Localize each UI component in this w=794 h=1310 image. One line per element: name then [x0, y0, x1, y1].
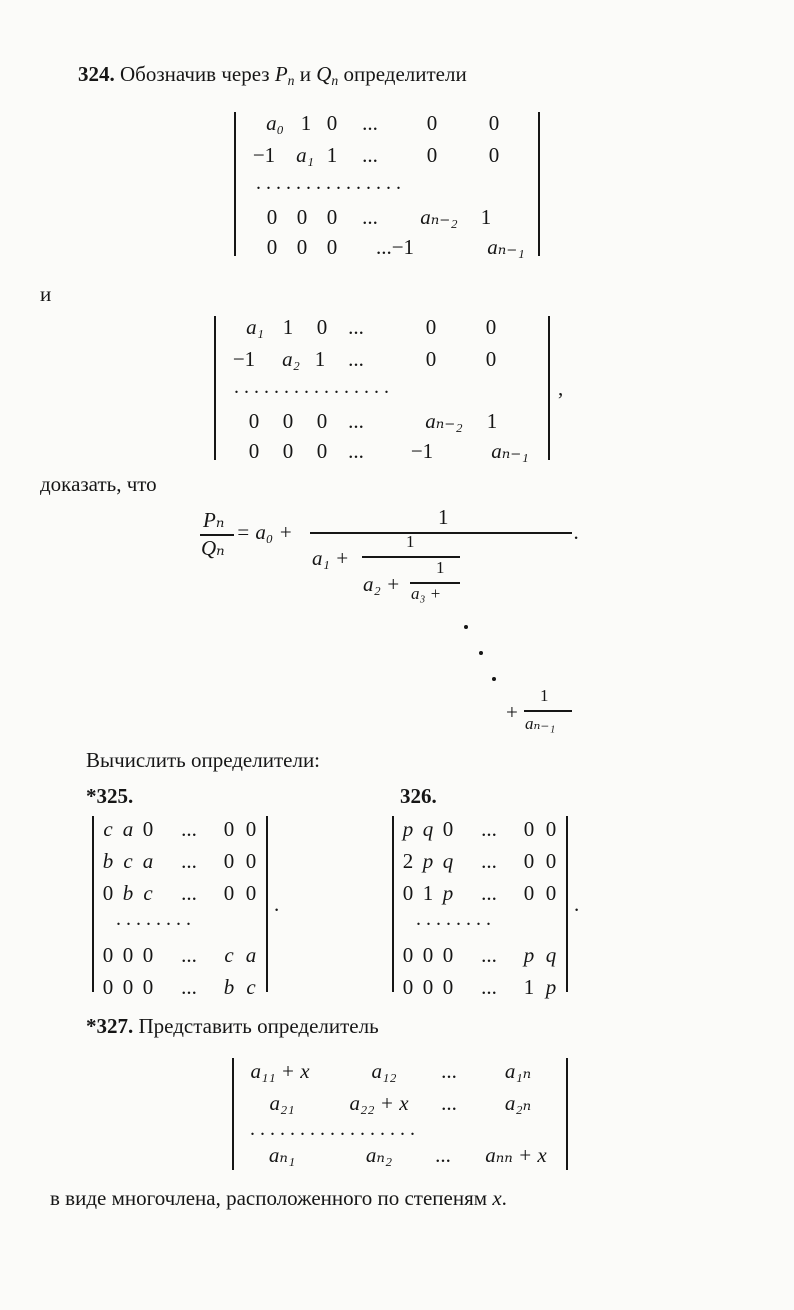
det1-cell: aₙ₋₂ [420, 205, 458, 229]
det1-cell: 1 [480, 205, 492, 229]
det2-cell: a₂ [282, 347, 300, 371]
det1-cell: 0 [296, 235, 308, 259]
det2-cell: 0 [316, 315, 328, 339]
det326-dot-row: ........ [416, 908, 496, 930]
second-fraction-line [362, 556, 460, 558]
det2-cell: 0 [485, 315, 497, 339]
conjunction: и [299, 62, 311, 86]
det1-cell: 0 [488, 111, 500, 135]
det325-cell: ... [181, 849, 197, 873]
det1-cell: 0 [266, 205, 278, 229]
det2-cell: −1 [410, 439, 434, 463]
compute-heading: Вычислить определители: [86, 748, 321, 772]
variable-x: x [492, 1186, 502, 1210]
det326-cell: ... [481, 975, 497, 999]
det2-cell: 0 [316, 409, 328, 433]
problem-326-number: 326. [400, 784, 437, 808]
det2-cell: −1 [232, 347, 256, 371]
conjunction-and: и [40, 282, 52, 306]
symbol-p: P [274, 62, 288, 86]
det1-cell: ... [362, 143, 378, 167]
det325-cell: c [123, 849, 133, 873]
det326-cell: p [422, 849, 434, 873]
det327-cell: aₙ₂ [365, 1143, 393, 1167]
det2-cell: 0 [282, 439, 294, 463]
det325-cell: c [246, 975, 256, 999]
det326-cell: q [422, 817, 434, 841]
det2-cell: 0 [485, 347, 497, 371]
det326-cell: 0 [523, 817, 535, 841]
numerator-one: 1 [436, 558, 445, 577]
main-fraction-line [310, 532, 572, 534]
numerator-one: 1 [406, 532, 415, 551]
det1-cell: 0 [426, 111, 438, 135]
det325-cell: a [245, 943, 257, 967]
det1-cell: 0 [326, 205, 338, 229]
det2-comma: , [558, 376, 564, 400]
det325-cell: b [102, 849, 114, 873]
subscript-n: n [287, 73, 295, 89]
outro-period: . [501, 1186, 507, 1210]
numerator-one: 1 [540, 686, 549, 705]
det326-left-bar [392, 816, 394, 992]
det326-cell: q [442, 849, 454, 873]
ellipsis-dot [492, 677, 496, 681]
det1-cell: aₙ₋₁ [487, 235, 525, 259]
det326-cell: 0 [422, 975, 434, 999]
det325-cell: 0 [223, 881, 235, 905]
det1-cell: 0 [326, 235, 338, 259]
problem-327-outro [50, 1186, 507, 1211]
det326-cell: p [523, 943, 535, 967]
det326-cell: ... [481, 943, 497, 967]
det325-cell: a [142, 849, 154, 873]
problem-327-number: *327. [86, 1014, 134, 1038]
det327-cell: aₙ₁ [268, 1143, 296, 1167]
intro-end-text: определители [343, 62, 467, 86]
equals-a0: = a₀ + [236, 520, 293, 544]
det326-cell: 0 [545, 849, 557, 873]
det325-cell: ... [181, 817, 197, 841]
det327-dot-row: ................. [250, 1118, 420, 1140]
ellipsis-dot [464, 625, 468, 629]
det325-cell: c [224, 943, 234, 967]
det325-cell: 0 [142, 943, 154, 967]
det326-cell: ... [481, 817, 497, 841]
det325-cell: 0 [102, 975, 114, 999]
det1-cell: 0 [426, 143, 438, 167]
det326-cell: 0 [523, 881, 535, 905]
det2-cell: aₙ₋₁ [491, 439, 529, 463]
det1-cell: 1 [300, 111, 312, 135]
lhs-numerator: Pₙ [203, 508, 225, 532]
last-denominator: aₙ₋₁ [525, 714, 556, 733]
det2-cell: ... [348, 315, 364, 339]
det2-cell: 0 [316, 439, 328, 463]
det327-cell: a₁₂ [371, 1059, 397, 1083]
det325-dot-row: ........ [116, 908, 196, 930]
det326-cell: q [545, 943, 557, 967]
det1-cell: a₁ [296, 143, 314, 167]
det326-cell: 0 [422, 943, 434, 967]
det1-cell: 0 [488, 143, 500, 167]
det326-cell: 0 [402, 943, 414, 967]
problem-324-heading [78, 62, 467, 87]
ellipsis-dot [479, 651, 483, 655]
fraction-period: . [574, 520, 580, 544]
det325-cell: 0 [223, 817, 235, 841]
det325-cell: ... [181, 975, 197, 999]
det327-cell: aₙₙ + x [485, 1143, 547, 1167]
det2-cell: 1 [486, 409, 498, 433]
det2-cell: ... [348, 409, 364, 433]
det326-cell: 1 [523, 975, 535, 999]
det326-cell: ... [481, 849, 497, 873]
det325-cell: 0 [245, 817, 257, 841]
det1-cell: 0 [266, 235, 278, 259]
a1-plus: a₁ + [312, 546, 350, 570]
det327-cell: a₁ₙ [504, 1059, 532, 1083]
intro-text: Обозначив через [120, 62, 270, 86]
det2-cell: a₁ [246, 315, 264, 339]
det326-cell: 0 [442, 817, 454, 841]
det2-cell: 0 [248, 439, 260, 463]
det2-left-bar [214, 316, 216, 460]
det326-cell: 0 [545, 817, 557, 841]
det1-left-bar [234, 112, 236, 256]
det325-cell: c [143, 881, 153, 905]
det325-period: . [274, 892, 280, 916]
det1-dot-row: ............... [256, 172, 406, 194]
problem-number: 324. [78, 62, 115, 86]
a2-plus: a₂ + [363, 572, 401, 596]
det325-cell: 0 [142, 975, 154, 999]
det325-cell: ... [181, 881, 197, 905]
det325-cell: c [103, 817, 113, 841]
det1-cell: ... [362, 111, 378, 135]
det325-cell: 0 [245, 849, 257, 873]
det2-cell: 1 [282, 315, 294, 339]
prove-text: доказать, что [40, 472, 157, 496]
det326-cell: 0 [402, 975, 414, 999]
det327-left-bar [232, 1058, 234, 1170]
det325-cell: 0 [245, 881, 257, 905]
det2-cell: 0 [282, 409, 294, 433]
det327-cell: ... [441, 1091, 457, 1115]
det326-cell: 0 [442, 975, 454, 999]
det1-right-bar [538, 112, 540, 256]
det1-cell: ...−1 [375, 235, 415, 259]
det1-cell: 1 [326, 143, 338, 167]
det325-cell: ... [181, 943, 197, 967]
det325-cell: 0 [122, 943, 134, 967]
det326-cell: 2 [402, 849, 414, 873]
det326-cell: 0 [523, 849, 535, 873]
det327-cell: a₂ₙ [504, 1091, 532, 1115]
det325-cell: b [122, 881, 134, 905]
det326-cell: p [402, 817, 414, 841]
lhs-denominator: Qₙ [201, 536, 225, 560]
det2-cell: 1 [314, 347, 326, 371]
det325-cell: 0 [223, 849, 235, 873]
det325-left-bar [92, 816, 94, 992]
det326-cell: 1 [422, 881, 434, 905]
det327-right-bar [566, 1058, 568, 1170]
det1-cell: a₀ [266, 111, 284, 135]
det327-cell: ... [435, 1143, 451, 1167]
a3-plus: a₃ + [411, 584, 442, 603]
problem-327-heading [86, 1014, 379, 1039]
det2-cell: ... [348, 347, 364, 371]
det2-cell: ... [348, 439, 364, 463]
det326-cell: p [545, 975, 557, 999]
det326-cell: 0 [442, 943, 454, 967]
det327-cell: ... [441, 1059, 457, 1083]
outro-text: в виде многочлена, расположенного по степеням [50, 1186, 488, 1210]
det325-cell: b [223, 975, 235, 999]
det2-cell: aₙ₋₂ [425, 409, 463, 433]
det326-cell: p [442, 881, 454, 905]
det1-cell: −1 [252, 143, 276, 167]
det327-cell: a₂₁ [269, 1091, 295, 1115]
det326-cell: 0 [402, 881, 414, 905]
det2-cell: 0 [425, 347, 437, 371]
det2-cell: 0 [425, 315, 437, 339]
det326-right-bar [566, 816, 568, 992]
last-fraction-line [524, 710, 572, 712]
problem-325-number: *325. [86, 784, 134, 808]
det326-period: . [574, 892, 580, 916]
det325-cell: a [122, 817, 134, 841]
det325-cell: 0 [102, 943, 114, 967]
det2-dot-row: ................ [234, 376, 394, 398]
det1-cell: 0 [326, 111, 338, 135]
subscript-n: n [331, 73, 339, 89]
problem-327-intro: Представить определитель [138, 1014, 379, 1038]
det326-cell: 0 [545, 881, 557, 905]
det2-cell: 0 [248, 409, 260, 433]
det325-cell: 0 [122, 975, 134, 999]
det2-right-bar [548, 316, 550, 460]
det1-cell: 0 [296, 205, 308, 229]
numerator-one: 1 [438, 505, 449, 529]
det325-cell: 0 [102, 881, 114, 905]
det326-cell: ... [481, 881, 497, 905]
det325-right-bar [266, 816, 268, 992]
det327-cell: a₁₁ + x [250, 1059, 310, 1083]
det325-cell: 0 [142, 817, 154, 841]
symbol-q: Q [316, 62, 332, 86]
det327-cell: a₂₂ + x [349, 1091, 409, 1115]
last-plus: + [506, 700, 518, 724]
det1-cell: ... [362, 205, 378, 229]
